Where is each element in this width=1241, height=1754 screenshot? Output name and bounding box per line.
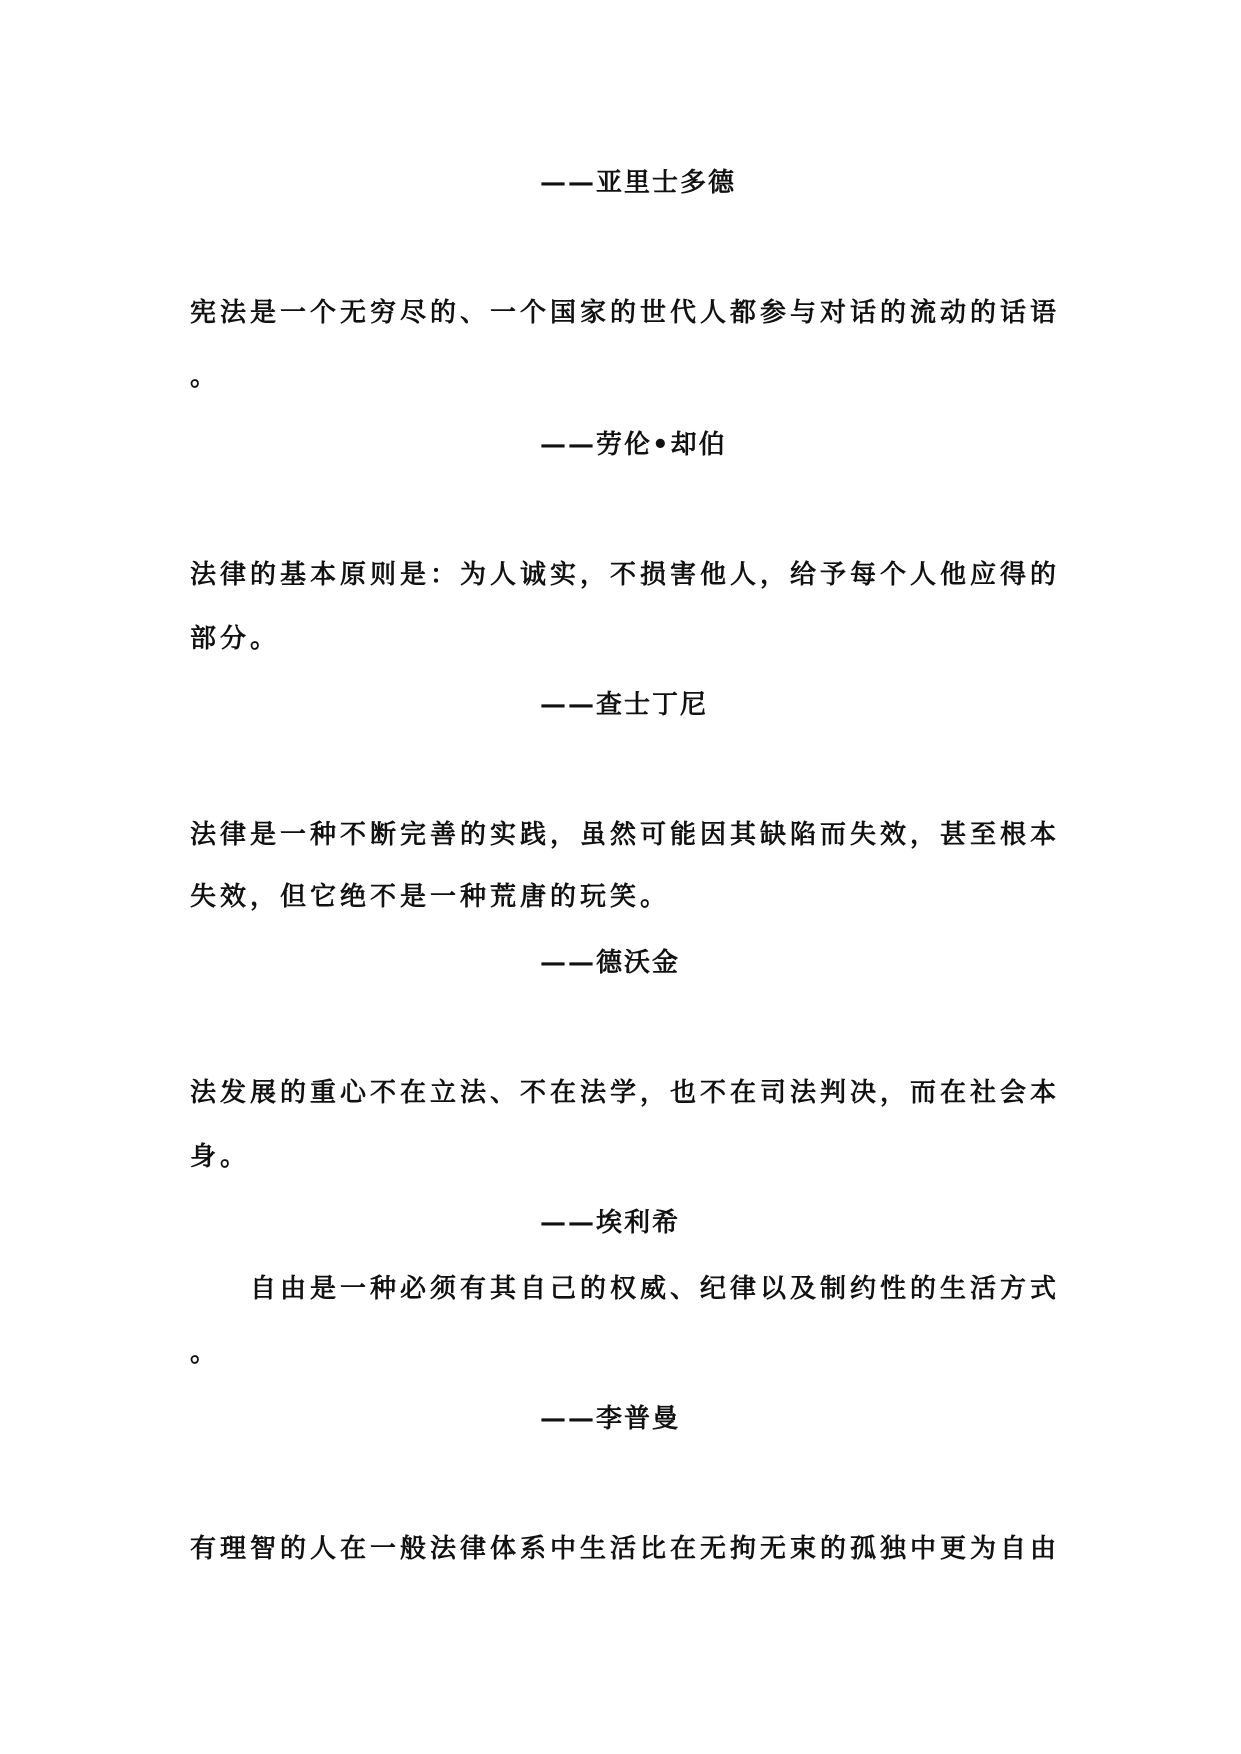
quote-attribution-ehrlich: ——埃利希 [540,1208,681,1238]
quote-line: 法律的基本原则是：为人诚实，不损害他人，给予每个人他应得的 [190,560,1061,590]
quote-line: 部分。 [190,624,281,654]
quote-attribution-tribe: ——劳伦•却伯 [540,430,727,460]
quote-line: 失效，但它绝不是一种荒唐的玩笑。 [190,882,671,912]
quote-attribution-dworkin: ——德沃金 [540,948,681,978]
quote-line: 身。 [190,1142,251,1172]
quote-attribution-aristotle: ——亚里士多德 [540,168,737,198]
quote-line: 法发展的重心不在立法、不在法学，也不在司法判决，而在社会本 [190,1078,1061,1108]
quote-attribution-lippmann: ——李普曼 [540,1404,681,1434]
quote-line: 自由是一种必须有其自己的权威、纪律以及制约性的生活方式 [250,1274,1061,1304]
quote-attribution-justinian: ——查士丁尼 [540,690,709,720]
quote-line: 。 [190,1338,221,1368]
quote-line: 宪法是一个无穷尽的、一个国家的世代人都参与对话的流动的话语 [190,298,1061,328]
quote-line: 有理智的人在一般法律体系中生活比在无拘无束的孤独中更为自由 [190,1534,1061,1564]
quote-line: 。 [190,362,221,392]
quote-line: 法律是一种不断完善的实践，虽然可能因其缺陷而失效，甚至根本 [190,820,1061,850]
